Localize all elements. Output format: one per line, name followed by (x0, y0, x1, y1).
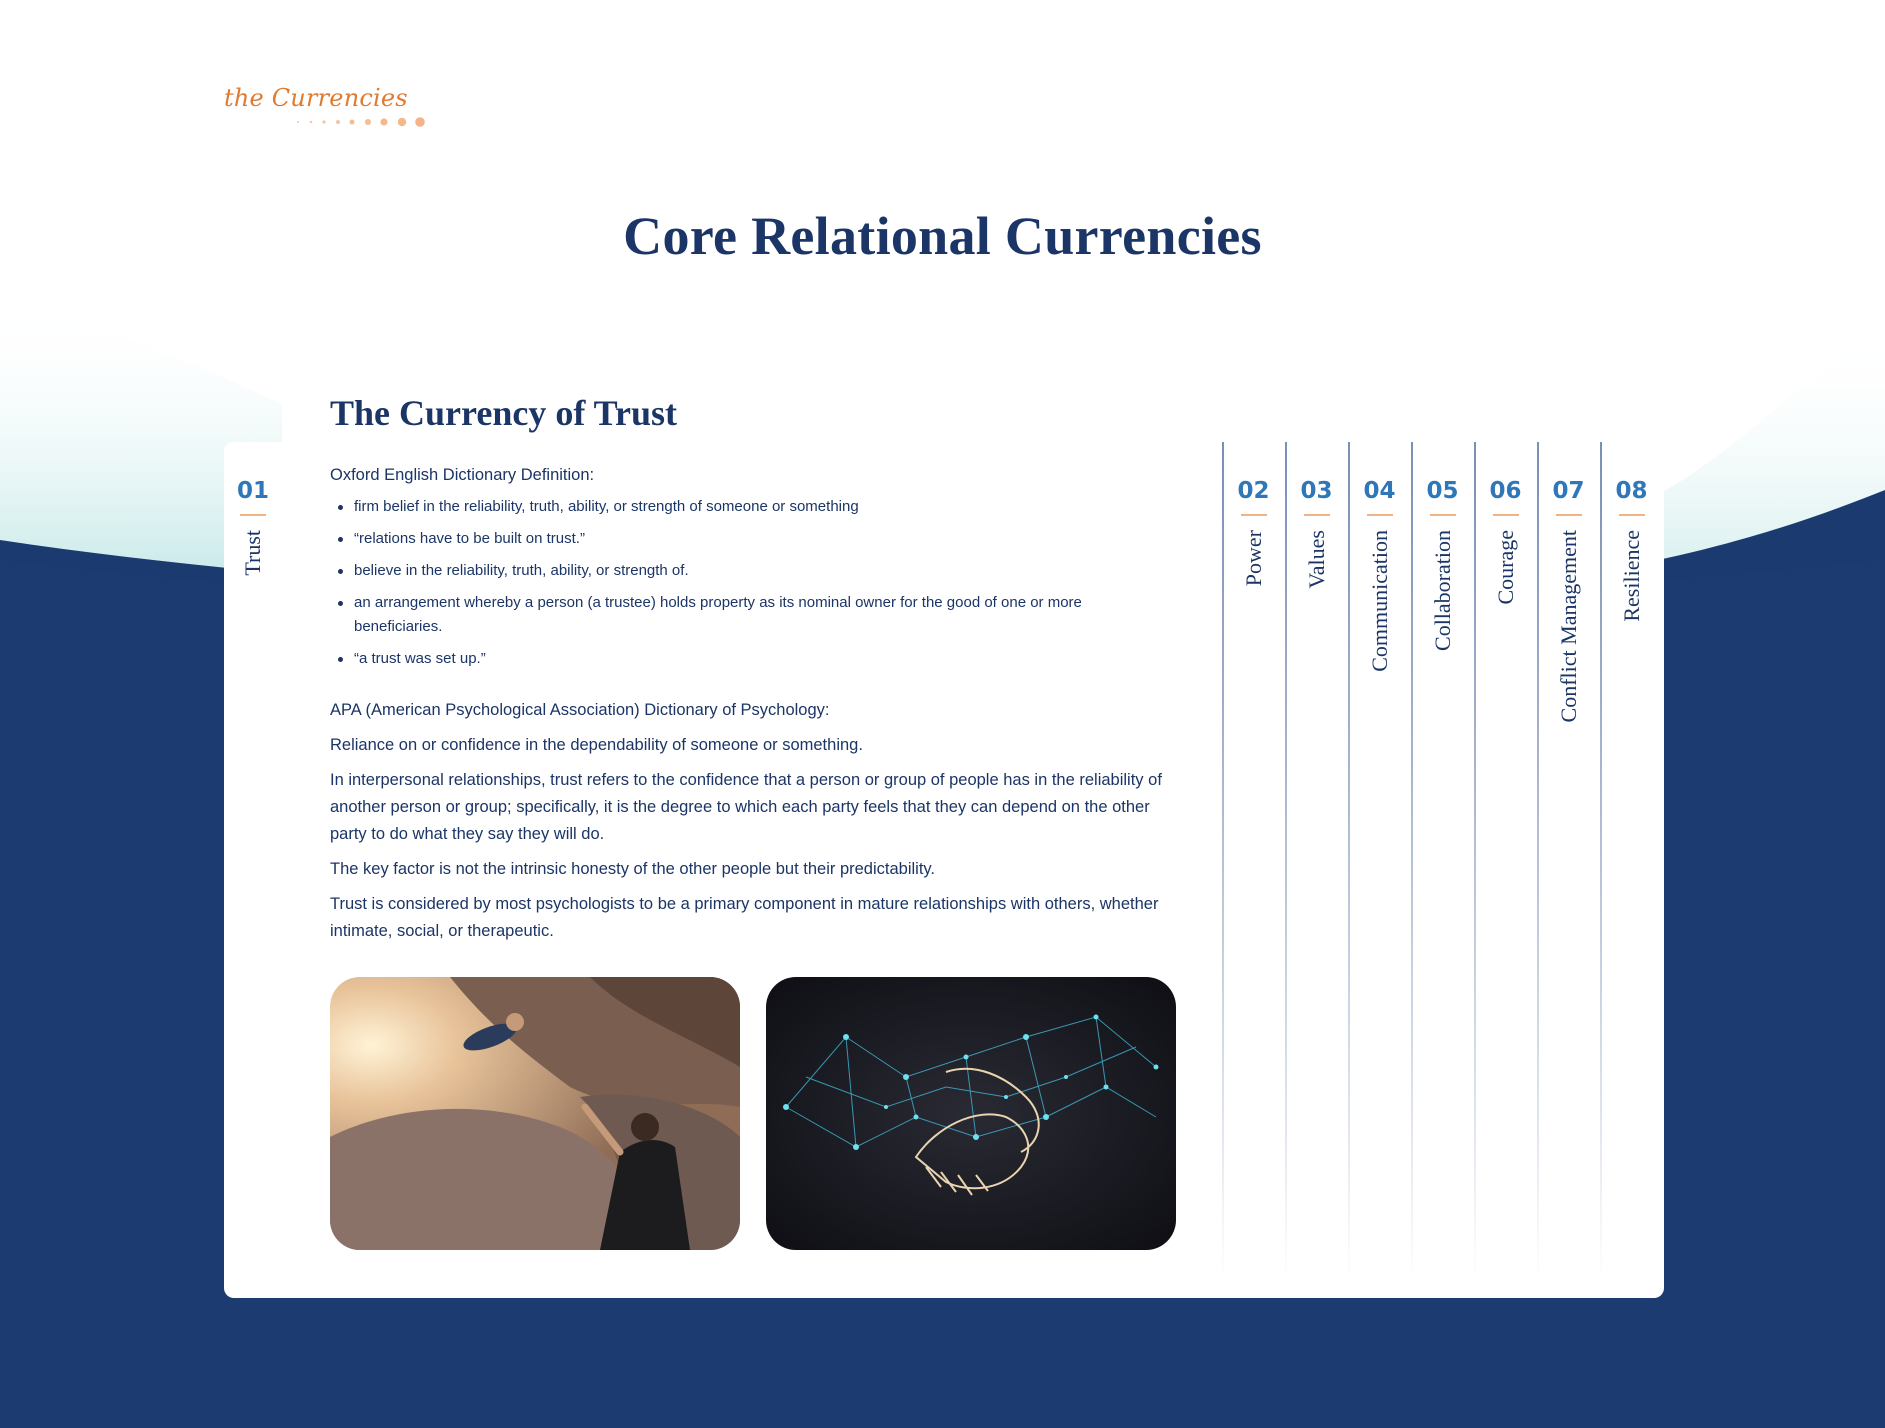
logo-wordmark: the Currencies (224, 84, 408, 112)
tab-divider (1430, 514, 1456, 516)
tab-number: 02 (1237, 478, 1270, 504)
tab-number: 01 (236, 478, 269, 504)
tab-divider (1493, 514, 1519, 516)
digital-handshake-illustration (766, 977, 1176, 1250)
oxford-heading: Oxford English Dictionary Definition: (330, 466, 595, 484)
tab-divider (1241, 514, 1267, 516)
tab-divider (1304, 514, 1330, 516)
tab-label: Collaboration (1429, 530, 1455, 651)
tab-courage[interactable] (1474, 442, 1537, 1282)
tab-communication[interactable] (1348, 442, 1411, 1282)
tab-trust[interactable] (224, 442, 282, 602)
tab-divider (1556, 514, 1582, 516)
tab-label: Communication (1366, 530, 1392, 672)
apa-paragraph: Reliance on or confidence in the dependability of someone or something. (330, 736, 863, 754)
tab-number: 04 (1363, 478, 1396, 504)
apa-paragraph: The key factor is not the intrinsic honesty of the other people but their predictability. (330, 860, 936, 878)
definitions (330, 466, 1170, 953)
logo-dots-icon (294, 115, 474, 129)
page-title: Core Relational Currencies (623, 206, 1262, 266)
apa-paragraph: In interpersonal relationships, trust refers to the confidence that a person or group of people has in the reliability of another person or group; specifically, it is the degree to which each party feels that they can depend on the other party to do what they say they will do. (330, 771, 1162, 843)
tab-divider (1367, 514, 1393, 516)
currency-tabs (1222, 442, 1663, 1282)
brand-logo[interactable] (224, 84, 408, 112)
section-title: The Currency of Trust (330, 393, 677, 433)
tab-label: Values (1303, 530, 1329, 589)
tab-number: 08 (1615, 478, 1648, 504)
tab-number: 07 (1552, 478, 1585, 504)
apa-heading: APA (American Psychological Association) Dictionary of Psychology: (330, 701, 830, 719)
tab-resilience[interactable] (1600, 442, 1663, 1282)
tab-power[interactable] (1222, 442, 1285, 1282)
tab-label: Conflict Management (1555, 530, 1581, 723)
list-item: “a trust was set up.” (330, 647, 1170, 671)
list-item: an arrangement whereby a person (a trustee) holds property as its nominal owner for the good of one or more beneficiaries. (330, 591, 1170, 639)
tab-label: Trust (240, 530, 265, 576)
tab-number: 05 (1426, 478, 1459, 504)
tab-number: 06 (1489, 478, 1522, 504)
list-item: firm belief in the reliability, truth, ability, or strength of someone or something (330, 495, 1170, 519)
list-item: “relations have to be built on trust.” (330, 527, 1170, 551)
tab-divider (1619, 514, 1645, 516)
tab-conflict-management[interactable] (1537, 442, 1600, 1282)
tab-values[interactable] (1285, 442, 1348, 1282)
tab-number: 03 (1300, 478, 1333, 504)
tab-label: Courage (1492, 530, 1518, 605)
father-catching-child-photo (330, 977, 740, 1250)
oxford-list (330, 495, 1170, 671)
tab-label: Power (1240, 530, 1266, 587)
list-item: believe in the reliability, truth, ability, or strength of. (330, 559, 1170, 583)
apa-paragraph: Trust is considered by most psychologists to be a primary component in mature relationships with others, whether intimate, social, or therapeutic. (330, 895, 1159, 940)
tab-divider (240, 514, 266, 516)
tab-collaboration[interactable] (1411, 442, 1474, 1282)
tab-label: Resilience (1618, 530, 1644, 622)
